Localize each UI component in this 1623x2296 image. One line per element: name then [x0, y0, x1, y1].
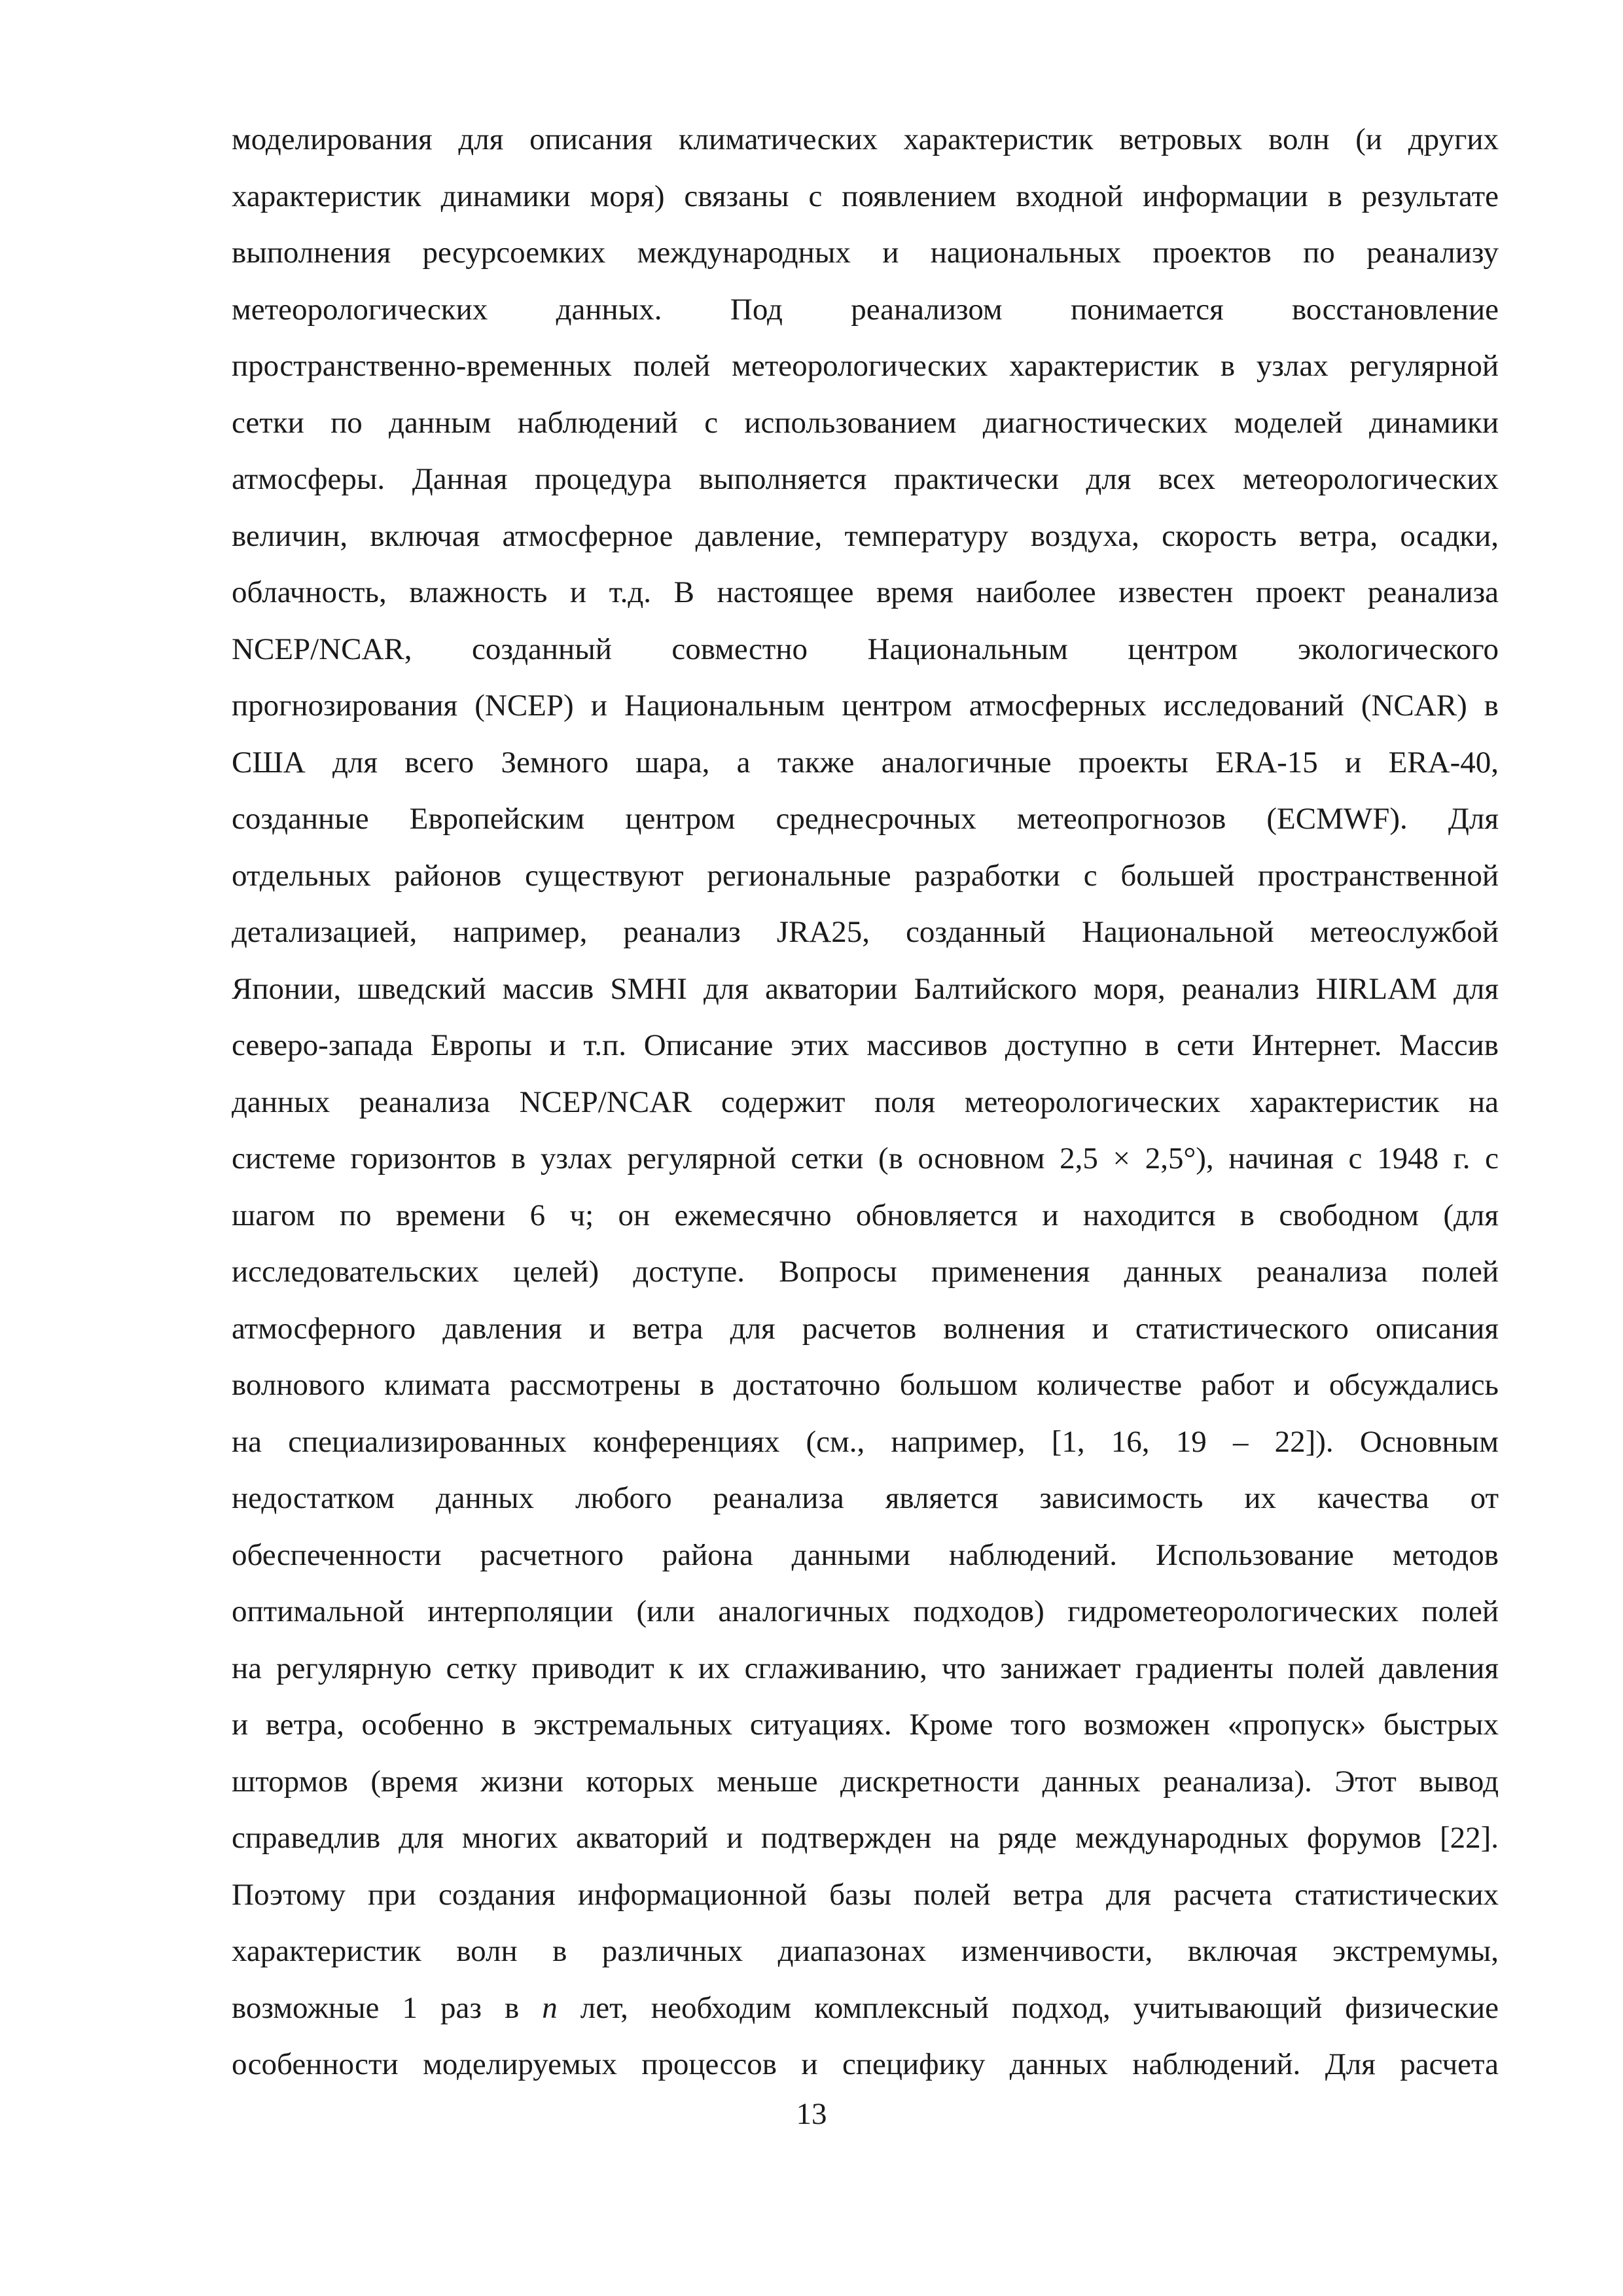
text-line: характеристик динамики моря) связаны с появлением входной информации в результате — [232, 179, 1499, 213]
text-line: NCEP/NCAR, созданный совместно Национальным центром экологического — [232, 632, 1499, 666]
text-line: шагом по времени 6 ч; он ежемесячно обновляется и находится в свободном (для — [232, 1198, 1499, 1232]
text-line: пространственно-временных полей метеорологических характеристик в узлах регулярной — [232, 349, 1499, 383]
text-line: обеспеченности расчетного района данными наблюдений. Использование методов — [232, 1537, 1499, 1572]
text-line: данных реанализа NCEP/NCAR содержит поля метеорологических характеристик на — [232, 1085, 1499, 1119]
text-line: сетки по данным наблюдений с использованием диагностических моделей динамики — [232, 405, 1499, 440]
text-line: атмосферы. Данная процедура выполняется практически для всех метеорологических — [232, 462, 1499, 496]
text-line: детализацией, например, реанализ JRA25, созданный Национальной метеослужбой — [232, 915, 1499, 949]
text-line: созданные Европейским центром среднесрочных метеопрогнозов (ECMWF). Для — [232, 802, 1499, 836]
text-line: и ветра, особенно в экстремальных ситуациях. Кроме того возможен «пропуск» быстрых — [232, 1708, 1499, 1742]
page-number: 13 — [796, 2097, 827, 2131]
text-line: волнового климата рассмотрены в достаточно большом количестве работ и обсуждались — [232, 1368, 1499, 1402]
body-text — [232, 111, 1499, 2093]
text-line: справедлив для многих акваторий и подтвержден на ряде международных форумов [22]. — [232, 1821, 1499, 1855]
text-line: характеристик волн в различных диапазонах изменчивости, включая экстремумы, — [232, 1934, 1499, 1968]
text-line: атмосферного давления и ветра для расчетов волнения и статистического описания — [232, 1311, 1499, 1346]
text-line: прогнозирования (NCEP) и Национальным центром атмосферных исследований (NCAR) в — [232, 689, 1499, 723]
text-line: величин, включая атмосферное давление, температуру воздуха, скорость ветра, осадки, — [232, 518, 1499, 553]
text-line: северо-запада Европы и т.п. Описание этих массивов доступно в сети Интернет. Массив — [232, 1028, 1499, 1062]
text-line: Поэтому при создания информационной базы полей ветра для расчета статистических — [232, 1877, 1499, 1912]
text-line: США для всего Земного шара, а также аналогичные проекты ERA-15 и ERA-40, — [232, 745, 1499, 780]
text-line: оптимальной интерполяции (или аналогичных подходов) гидрометеорологических полей — [232, 1594, 1499, 1628]
text-line: возможные 1 раз в n лет, необходим комплексный подход, учитывающий физические — [232, 1990, 1499, 2025]
text-line: выполнения ресурсоемких международных и национальных проектов по реанализу — [232, 236, 1499, 270]
text-line: исследовательских целей) доступе. Вопросы применения данных реанализа полей — [232, 1255, 1499, 1289]
text-line: особенности моделируемых процессов и специфику данных наблюдений. Для расчета — [232, 2047, 1499, 2081]
text-line: недостатком данных любого реанализа является зависимость их качества от — [232, 1481, 1499, 1515]
text-line: отдельных районов существуют региональные разработки с большей пространственной — [232, 858, 1499, 893]
text-line: штормов (время жизни которых меньше дискретности данных реанализа). Этот вывод — [232, 1764, 1499, 1799]
text-line: облачность, влажность и т.д. В настоящее время наиболее известен проект реанализа — [232, 575, 1499, 609]
text-line: на регулярную сетку приводит к их сглаживанию, что занижает градиенты полей давления — [232, 1651, 1499, 1685]
text-line: системе горизонтов в узлах регулярной сетки (в основном 2,5 × 2,5°), начиная с 1948 г. с — [232, 1141, 1499, 1175]
text-line: метеорологических данных. Под реанализом понимается восстановление — [232, 292, 1499, 327]
text-line: моделирования для описания климатических характеристик ветровых волн (и других — [232, 122, 1499, 156]
text-line: Японии, шведский массив SMHI для акватории Балтийского моря, реанализ HIRLAM для — [232, 971, 1499, 1006]
variable-n: n — [542, 1990, 558, 2025]
text-line: на специализированных конференциях (см., например, [1, 16, 19 – 22]). Основным — [232, 1424, 1499, 1459]
